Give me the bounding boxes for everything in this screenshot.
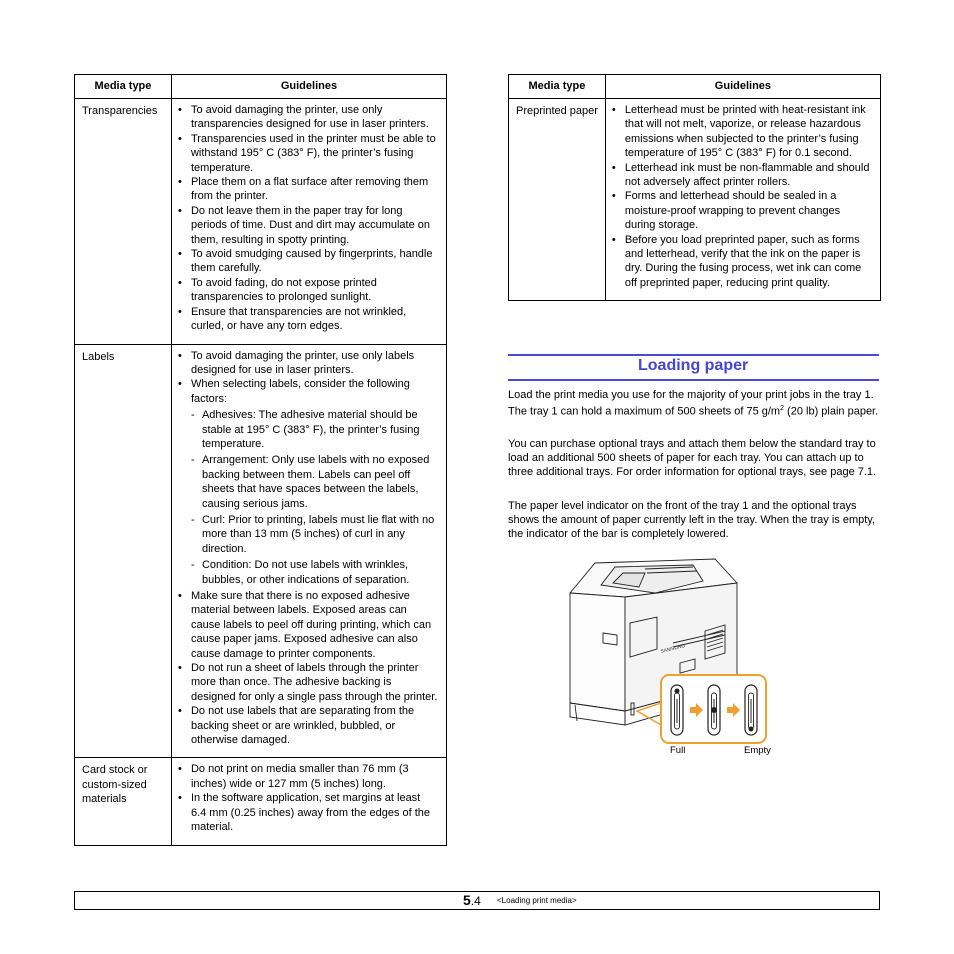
guidelines-transparencies	[171, 99, 446, 345]
page-number	[463, 892, 481, 910]
paragraph-tray-capacity	[508, 388, 880, 419]
table-row	[75, 758, 447, 845]
header-guidelines: Guidelines	[605, 75, 880, 99]
section-heading	[508, 354, 879, 381]
right-guidelines-table	[508, 74, 881, 301]
header-media-type: Media type	[75, 75, 172, 99]
header-media-type: Media type	[509, 75, 606, 99]
paragraph-paper-level: The paper level indicator on the front of the tray 1 and the optional trays shows the amount of paper currently left in the tray. When the tray is empty, the indicator of the bar is completely lowered.	[508, 500, 876, 541]
list-item: • Ensure that transparencies are not wrinkled, curled, or have any torn edges.	[178, 305, 438, 334]
sub-list-item: - Condition: Do not use labels with wrinkles, bubbles, or other indications of separation.	[191, 558, 438, 587]
caption-empty: Empty	[744, 745, 771, 756]
list-item: • Transparencies used in the printer must be able to withstand 195° C (383° F), the printer’s fusing temperature.	[178, 132, 438, 175]
list-item: • Place them on a flat surface after removing them from the printer.	[178, 175, 438, 204]
list-item: • Forms and letterhead should be sealed in a moisture-proof wrapping to prevent changes during storage.	[612, 189, 872, 232]
list-item: • In the software application, set margins at least 6.4 mm (0.25 inches) away from the edges of the material.	[178, 791, 438, 834]
list-item: • To avoid damaging the printer, use only labels designed for use in laser printers.	[178, 349, 438, 378]
list-item: • Do not leave them in the paper tray for long periods of time. Dust and dirt may accumulate on them, resulting in spotty printing.	[178, 204, 438, 247]
paragraph-text: (20 lb) plain paper.	[784, 405, 879, 418]
guidelines-preprinted	[605, 99, 880, 301]
list-item: • To avoid fading, do not expose printed transparencies to prolonged sunlight.	[178, 276, 438, 305]
left-guidelines-table	[74, 74, 447, 846]
media-type-cardstock: Card stock or custom-sized materials	[75, 758, 172, 845]
list-item: • Make sure that there is no exposed adhesive material between labels. Exposed areas can cause labels to peel off during printing, which can cause paper jams. Exposed adhesive can also cause damage to printer components.	[178, 589, 438, 661]
list-item: • Do not run a sheet of labels through the printer more than once. The adhesive backing is designed for only a single pass through the printer.	[178, 661, 438, 704]
sub-list-item: - Curl: Prior to printing, labels must lie flat with no more than 13 mm (5 inches) of curl in any direction.	[191, 513, 438, 556]
table-header-row	[75, 75, 447, 99]
list-item-text: When selecting labels, consider the following factors:	[190, 378, 410, 405]
paragraph-optional-trays: You can purchase optional trays and attach them below the standard tray to load an additional 500 sheets of paper for each tray. You can attach up to three additional trays. For order information for optional trays, see page 7.1.	[508, 438, 877, 479]
caption-full: Full	[670, 745, 686, 756]
list-item: • Do not print on media smaller than 76 mm (3 inches) wide or 127 mm (5 inches) long.	[178, 762, 438, 791]
chapter-name: <Loading print media>	[497, 896, 577, 905]
media-type-preprinted: Preprinted paper	[509, 99, 606, 301]
table-header-row	[509, 75, 881, 99]
list-item: • To avoid smudging caused by fingerprints, handle them carefully.	[178, 247, 438, 276]
list-item: • Do not use labels that are separating from the backing sheet or are wrinkled, bubbled, or otherwise damaged.	[178, 704, 438, 747]
level-indicator-empty	[745, 685, 757, 735]
section-title: Loading paper	[638, 357, 749, 374]
list-item: • Letterhead must be printed with heat-resistant ink that will not melt, vaporize, or release hazardous emissions when subjected to the printer’s fusing temperature of 195° C (383° F) for 0.1 second.	[612, 103, 872, 161]
table-row	[509, 99, 881, 301]
table-row	[75, 344, 447, 758]
brand-logo-text: SAMSUNG	[660, 643, 687, 655]
list-item: • Letterhead ink must be non-flammable and should not adversely affect printer rollers.	[612, 161, 872, 190]
guidelines-labels	[171, 344, 446, 758]
list-item	[178, 377, 438, 587]
header-guidelines: Guidelines	[171, 75, 446, 99]
guidelines-cardstock	[171, 758, 446, 845]
list-item: • To avoid damaging the printer, use only transparencies designed for use in laser printers.	[178, 103, 438, 132]
page-footer	[74, 891, 880, 910]
media-type-labels: Labels	[75, 344, 172, 758]
level-indicator-half	[708, 685, 720, 735]
page-number-major: 5	[463, 892, 471, 908]
sub-list-item: - Adhesives: The adhesive material should be stable at 195° C (383° F), the printer’s fusing temperature.	[191, 408, 438, 451]
table-row	[75, 99, 447, 345]
printer-illustration	[565, 553, 777, 763]
sub-list-item: - Arrangement: Only use labels with no exposed backing between them. Labels can peel off sheets that have spaces between the labels, causing serious jams.	[191, 453, 438, 511]
level-indicator-full	[671, 685, 683, 735]
paragraph-text: Load the print media you use for the majority of your print jobs in the tray 1. The tray 1 can hold a maximum of 500 sheets of 75 g/m	[508, 389, 874, 418]
list-item: • Before you load preprinted paper, such as forms and letterhead, verify that the ink on the paper is dry. During the fusing process, wet ink can come off preprinted paper, reducing print quality.	[612, 233, 872, 291]
page-number-minor: .4	[470, 894, 481, 908]
media-type-transparencies: Transparencies	[75, 99, 172, 345]
superscript: 2	[780, 405, 784, 413]
